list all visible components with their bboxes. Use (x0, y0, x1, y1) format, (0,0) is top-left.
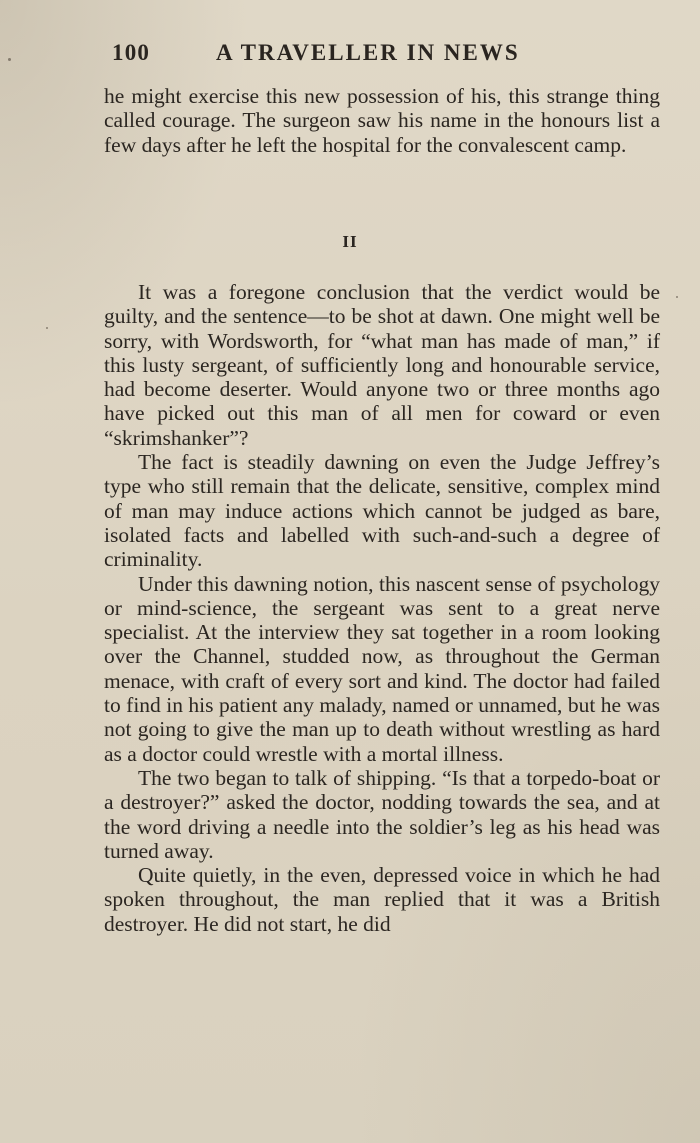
paper-speck (46, 327, 48, 329)
continued-text (104, 84, 660, 157)
page-header (112, 40, 672, 72)
paragraph: Quite quietly, in the even, depressed voice in which he had spoken throughout, the man replied that it was a British destroyer. He did not start, he did (104, 863, 660, 936)
paragraph: The fact is steadily dawning on even the Judge Jeffrey’s type who still remain that the delicate, sensitive, complex mind of man may induce actions which cannot be judged as bare, isolated facts and labelled with such-and-such a degree of criminality. (104, 450, 660, 572)
page-number: 100 (112, 40, 151, 65)
paragraph-continued: he might exercise this new possession of his, this strange thing called courage. The surgeon saw his name in the honours list a few days after he left the hospital for the convalescent camp. (104, 84, 660, 157)
section-heading: II (342, 232, 358, 251)
paper-speck (8, 58, 11, 61)
paragraph: It was a foregone conclusion that the verdict would be guilty, and the sentence—to be shot at dawn. One might well be sorry, with Wordsworth, for “what man has made of man,” if this lusty sergeant, of sufficiently long and honourable service, had become deserter. Would anyone two or three months ago have picked out this man of all men for coward or even “skrimshanker”? (104, 280, 660, 450)
paragraph: Under this dawning notion, this nascent sense of psychology or mind-science, the sergeant was sent to a great nerve specialist. At the interview they sat together in a room looking over the Channel, studded now, as throughout the German menace, with craft of every sort and kind. The doctor had failed to find in his patient any malady, named or unnamed, but he was not going to give the man up to death without wrestling as hard as a doctor could wrestle with a mortal illness. (104, 571, 660, 766)
paper-speck (676, 296, 678, 298)
paragraph: The two began to talk of shipping. “Is that a torpedo-boat or a destroyer?” asked the doctor, nodding towards the sea, and at the word driving a needle into the soldier’s leg as his head was turned away. (104, 765, 660, 863)
section-body (104, 280, 660, 936)
running-head: A TRAVELLER IN NEWS (216, 40, 520, 65)
